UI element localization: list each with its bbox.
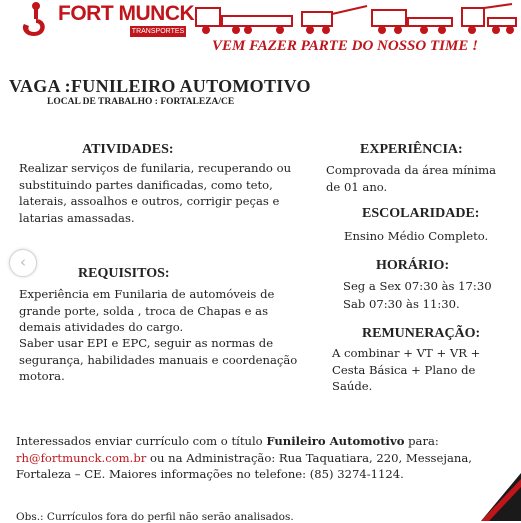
horario-saturday: Sab 07:30 às 11:30. xyxy=(343,297,460,311)
job-location: LOCAL DE TRABALHO : FORTALEZA/CE xyxy=(47,97,235,107)
trucks-illustration-icon xyxy=(192,2,521,36)
crane-hook-logo-icon xyxy=(14,0,54,40)
requisitos-heading: REQUISITOS: xyxy=(78,266,170,281)
experiencia-heading: EXPERIÊNCIA: xyxy=(360,142,463,157)
corner-decoration-icon xyxy=(481,473,521,521)
contact-address: ou na Administração: Rua Taquatiara, 220, Messejana, Fortaleza – CE. Maiores informações no telefone: (85) 3274-1124. xyxy=(16,450,472,481)
atividades-heading: ATIVIDADES: xyxy=(82,142,174,157)
carousel-prev-button[interactable] xyxy=(9,249,37,277)
remuneracao-text: A combinar + VT + VR + Cesta Básica + Plano de Saúde. xyxy=(332,346,481,393)
requisitos-text-2: Saber usar EPI e EPC, seguir as normas de segurança, habilidades manuais e coordenação motora. xyxy=(19,336,298,383)
contact-job-title: Funileiro Automotivo xyxy=(266,434,405,448)
contact-text xyxy=(16,433,486,483)
horario-heading: HORÁRIO: xyxy=(376,258,450,273)
slogan: VEM FAZER PARTE DO NOSSO TIME ! xyxy=(212,38,478,54)
atividades-text: Realizar serviços de funilaria, recuperando ou substituindo partes danificadas, como teto, laterais, assoalhos e outros, corrigir peças e latarias amassadas. xyxy=(19,161,292,225)
brand-name: FORT MUNCK xyxy=(58,2,195,25)
contact-intro: Interessados enviar currículo com o título xyxy=(16,434,267,448)
requisitos-text-1: Experiência em Funilaria de automóveis de grande porte, solda , troca de Chapas e as demais atividades do cargo. xyxy=(19,287,275,334)
contact-email-link[interactable]: rh@fortmunck.com.br xyxy=(16,450,147,465)
job-title: VAGA :FUNILEIRO AUTOMOTIVO xyxy=(9,76,311,96)
remuneracao-heading: REMUNERAÇÃO: xyxy=(362,326,481,341)
brand-subtitle: TRANSPORTES xyxy=(131,28,185,35)
escolaridade-heading: ESCOLARIDADE: xyxy=(362,206,480,221)
horario-weekday: Seg a Sex 07:30 às 17:30 xyxy=(343,279,492,293)
chevron-left-icon: ‹ xyxy=(20,253,26,271)
obs-note: Obs.: Currículos fora do perfil não serão analisados. xyxy=(16,511,294,523)
escolaridade-text: Ensino Médio Completo. xyxy=(344,229,489,243)
contact-intro-end: para: xyxy=(404,434,439,448)
experiencia-text: Comprovada da área mínima de 01 ano. xyxy=(326,163,496,194)
